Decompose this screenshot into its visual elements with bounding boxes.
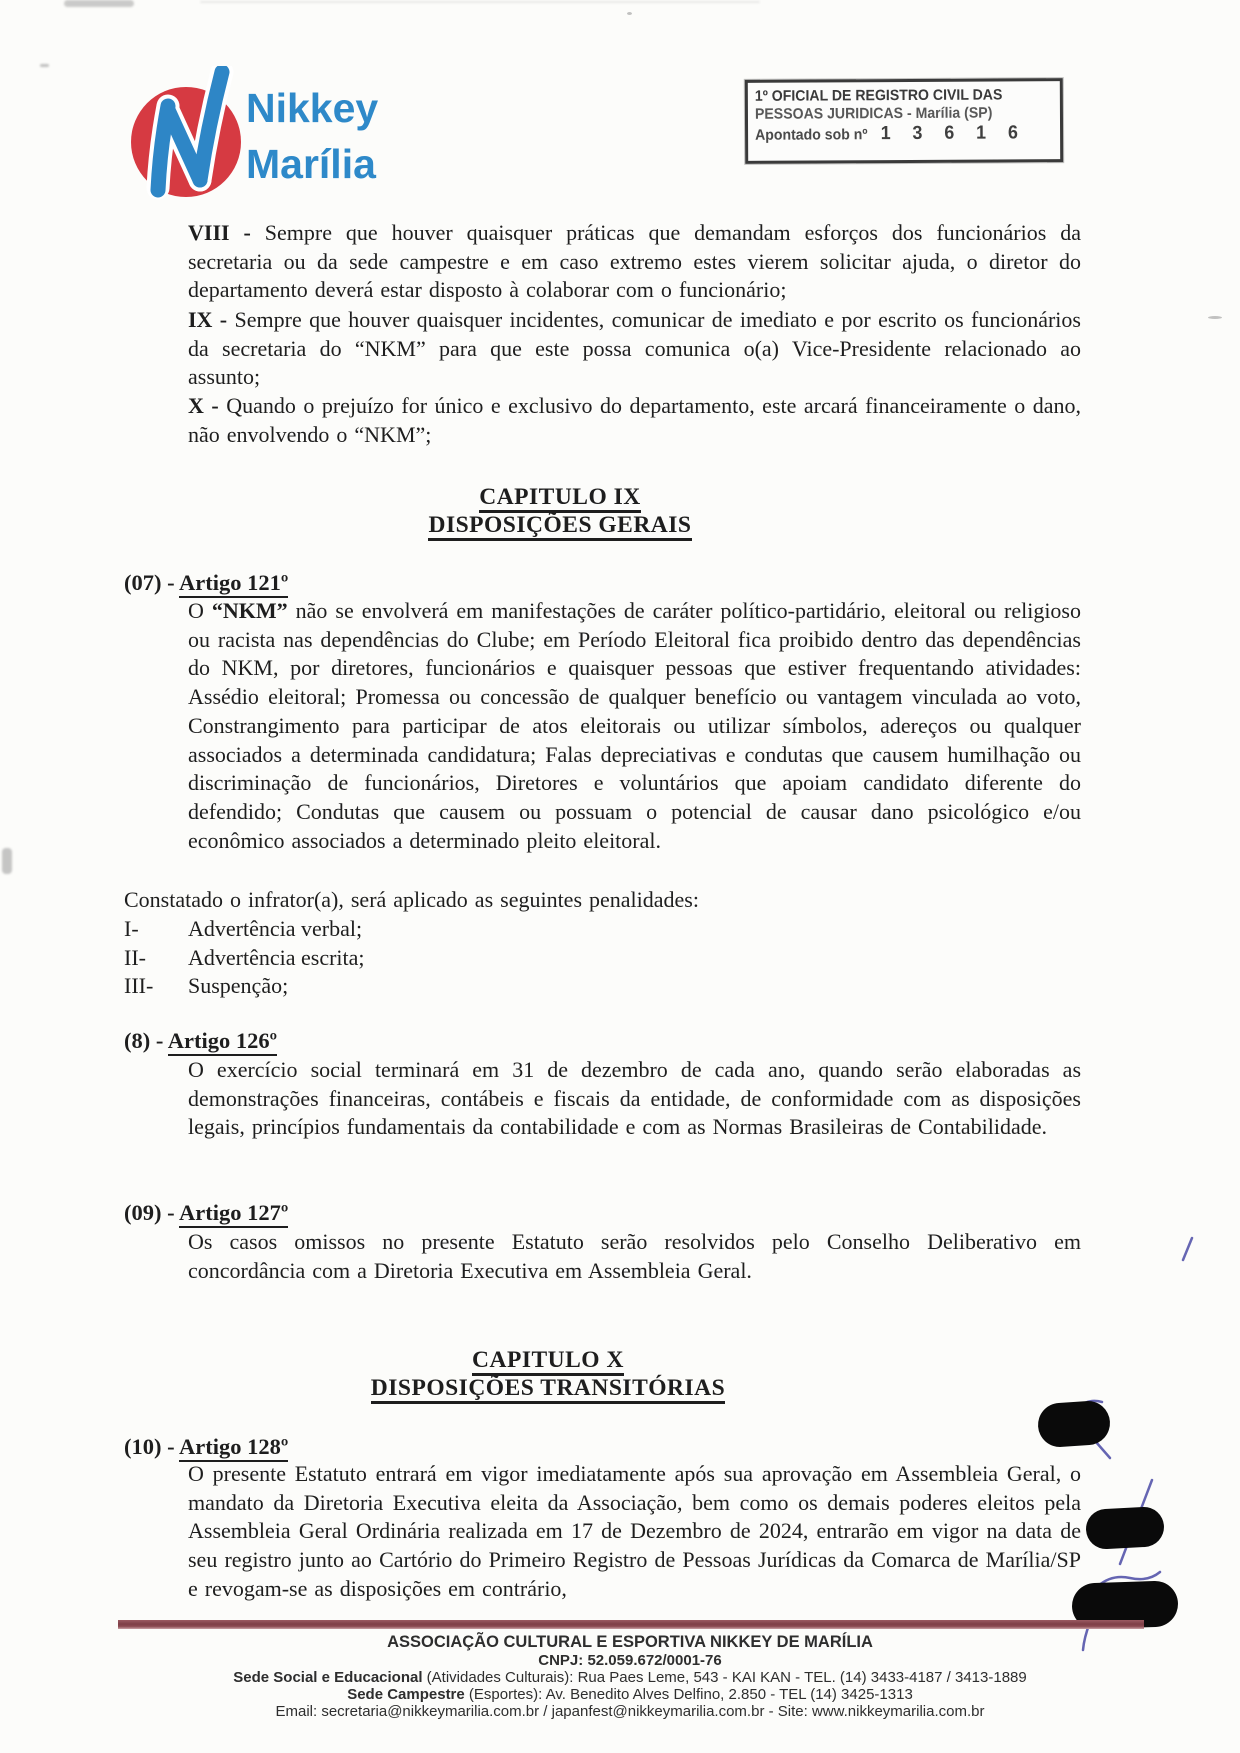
footer [20, 1633, 1240, 1720]
redaction-mark-2 [1085, 1506, 1165, 1550]
article-121-heading: (07) - Artigo 121º [124, 570, 288, 596]
footer-sede-campestre: Sede Campestre (Esportes): Av. Benedito Alves Delfino, 2.850 - TEL (14) 3425-1313 [347, 1686, 913, 1703]
redaction-mark-1 [1037, 1400, 1112, 1449]
footer-cnpj: CNPJ: 52.059.672/0001-76 [538, 1652, 722, 1669]
penalty-1-num: I- [124, 916, 139, 941]
scan-smudge [2, 848, 12, 874]
footer-sede-social: Sede Social e Educacional (Atividades Culturais): Rua Paes Leme, 543 - KAI KAN - TEL. (14) 3433-4187 / 3413-1889 [233, 1669, 1027, 1686]
registry-stamp [745, 78, 1063, 164]
penalty-3-text: Suspenção; [188, 973, 289, 998]
article-126-heading: (8) - Artigo 126º [124, 1028, 277, 1054]
penalty-3-num: III- [124, 973, 154, 998]
scan-speck [1208, 316, 1222, 319]
article-127-text: Os casos omissos no presente Estatuto serão resolvidos pelo Conselho Deliberativo em concordância com a Diretoria Executiva em Assembleia Geral. [188, 1229, 1081, 1283]
article-128-text: O presente Estatuto entrará em vigor imediatamente após sua aprovação em Assembleia Geral, o mandato da Diretoria Executiva eleita da Associação, bem como os demais poderes eleitos pela Assembleia Geral Ordinária realizada em 17 de Dezembro de 2024, entrarão em vigor na data de seu registro junto ao Cartório do Primeiro Registro de Pessoas Jurídicas da Comarca de Marília/SP e revogam-se as disposições em contrário, [188, 1461, 1081, 1601]
penalty-2-text: Advertência escrita; [188, 945, 365, 970]
clause-ix: IX - Sempre que houver quaisquer incidentes, comunicar de imediato e por escrito os funcionários da secretaria do “NKM” para que este possa comunica o(a) Vice-Presidente relacionado ao assunto; [188, 307, 1081, 390]
stamp-line-3: Apontado sob nº 1 3 6 1 6 [755, 122, 1027, 145]
stamp-line-2: PESSOAS JURIDICAS - Marília (SP) [754, 104, 993, 123]
penalty-1-text: Advertência verbal; [188, 916, 363, 941]
penalties-intro: Constatado o infrator(a), será aplicado as seguintes penalidades: [124, 887, 699, 912]
logo-word-1: Nikkey [246, 85, 379, 131]
clause-x: X - Quando o prejuízo for único e exclusivo do departamento, este arcará financeiramente o dano, não envolvendo o “NKM”; [188, 393, 1082, 447]
logo-word-2: Marília [246, 141, 376, 187]
stamp-line-1: 1º OFICIAL DE REGISTRO CIVIL DAS [754, 86, 1003, 105]
scan-smudge [200, 1, 760, 3]
scan-smudge [64, 0, 134, 7]
scan-smudge [40, 64, 49, 67]
article-127-heading: (09) - Artigo 127º [124, 1200, 288, 1226]
stamp-number: 1 3 6 1 6 [880, 122, 1027, 145]
clause-viii: VIII - Sempre que houver quaisquer práticas que demandam esforços dos funcionários da secretaria ou da sede campestre e em caso extremo estes vierem solicitar ajuda, o diretor do departamento deverá estar disposto à colaborar com o funcionário; [188, 220, 1081, 303]
article-126-text: O exercício social terminará em 31 de dezembro de cada ano, quando serão elaboradas as demonstrações financeiras, contábeis e fiscais da entidade, de conformidade com as disposições legais, princípios fundamentais da contabilidade e com as Normas Brasileiras de Contabilidade. [188, 1057, 1081, 1140]
footer-rule [118, 1620, 1144, 1629]
footer-contact-line: Email: secretaria@nikkeymarilia.com.br / japanfest@nikkeymarilia.com.br - Site: www.nikkeymarilia.com.br [275, 1703, 985, 1720]
scan-speck [627, 12, 632, 15]
chapter-10-heading: CAPITULO X DISPOSIÇÕES TRANSITÓRIAS [112, 1347, 984, 1402]
chapter-9-heading: CAPITULO IX DISPOSIÇÕES GERAIS [124, 484, 996, 539]
article-121-text: O “NKM” não se envolverá em manifestações de caráter político-partidário, eleitoral ou religioso ou racista nas dependências do Clube; em Período Eleitoral fica proibido dentro das dependências do NKM, por diretores, funcionários e quaisquer pessoas que estiver frequentando atividades: Assédio eleitoral; Promessa ou concessão de qualquer benefício ou vantagem vinculada ao voto, Constrangimento para participar de atos eleitorais ou utilizar símbolos, adereços ou qualquer associados a determinada candidatura; Falas depreciativas e condutas que causem humilhação ou discriminação de funcionários, Diretores e voluntários que apoiam candidato diferente do defendido; Condutas que causem ou possuam o potencial de causar dano psicológico e/ou econômico associados a determinado pleito eleitoral. [188, 598, 1081, 853]
penalty-2-num: II- [124, 945, 146, 970]
article-128-heading: (10) - Artigo 128º [124, 1434, 288, 1460]
footer-association-name: ASSOCIAÇÃO CULTURAL E ESPORTIVA NIKKEY DE MARÍLIA [387, 1633, 873, 1651]
nikkey-marilia-logo [122, 66, 552, 206]
